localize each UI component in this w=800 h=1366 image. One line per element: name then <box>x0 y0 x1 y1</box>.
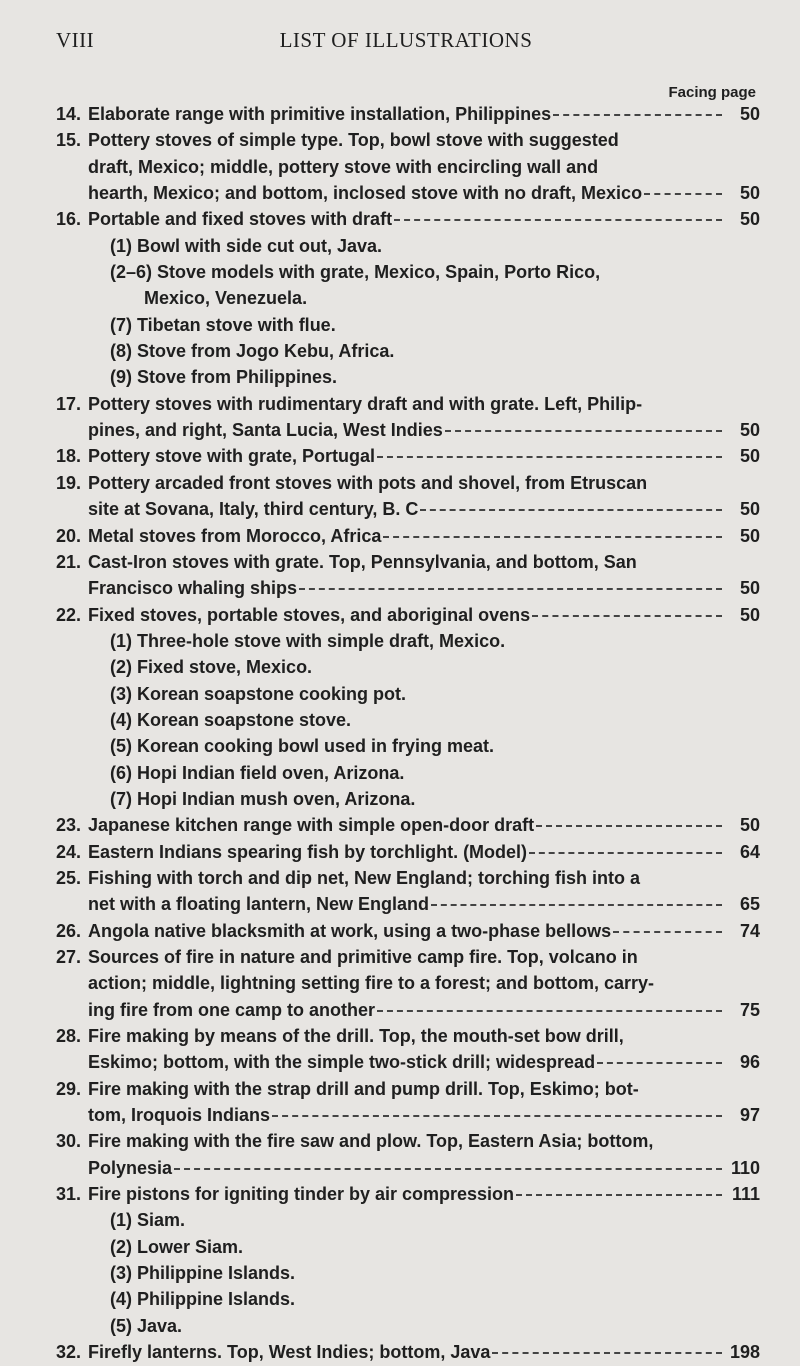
entry-text: Japanese kitchen range with simple open-door draft <box>88 815 535 836</box>
dot-leader <box>272 1114 722 1117</box>
sub-item <box>56 1207 760 1233</box>
entry-text: Pottery stove with grate, Portugal <box>88 446 376 467</box>
entry-text: Fishing with torch and dip net, New England; torching fish into a <box>88 867 640 888</box>
entry-number: 15. <box>56 130 82 151</box>
entry-line <box>56 1128 760 1154</box>
entry-text: net with a floating lantern, New England <box>88 894 430 915</box>
entry-page-number: 65 <box>739 894 760 915</box>
entry-text: pines, and right, Santa Lucia, West Indies <box>88 420 443 441</box>
dot-leader <box>529 851 722 854</box>
list-entry <box>56 206 760 390</box>
dot-leader <box>394 218 722 221</box>
list-entry <box>56 1339 760 1365</box>
sub-item-text: (4) Korean soapstone stove. <box>110 709 352 730</box>
sub-item-text: (4) Philippine Islands. <box>110 1289 296 1310</box>
sub-item <box>56 338 760 364</box>
list-entry <box>56 1076 760 1129</box>
sub-item-text: (7) Hopi Indian mush oven, Arizona. <box>110 788 416 809</box>
entry-text: Eskimo; bottom, with the simple two-stick drill; widespread <box>88 1052 596 1073</box>
entry-line <box>56 206 760 232</box>
sub-item-text: (2) Lower Siam. <box>110 1236 244 1257</box>
sub-item <box>56 760 760 786</box>
entry-text: Sources of fire in nature and primitive camp fire. Top, volcano in <box>88 947 638 967</box>
sub-item-text: (1) Siam. <box>110 1210 186 1231</box>
sub-item-text: (3) Korean soapstone cooking pot. <box>110 683 407 704</box>
entry-page-number: 198 <box>729 1342 760 1363</box>
entry-text: Metal stoves from Morocco, Africa <box>88 525 382 546</box>
entry-line <box>56 549 760 575</box>
list-entry <box>56 127 760 206</box>
entry-line <box>56 575 760 601</box>
sub-item-text: (5) Korean cooking bowl used in frying meat. <box>110 736 495 757</box>
dot-leader <box>644 192 722 195</box>
sub-item <box>56 1313 760 1339</box>
list-entry <box>56 865 760 918</box>
entry-page-number: 50 <box>739 104 760 124</box>
entry-line <box>56 1076 760 1102</box>
dot-leader <box>431 903 722 906</box>
entry-number: 17. <box>56 393 82 414</box>
entry-text: tom, Iroquois Indians <box>88 1105 271 1126</box>
list-entry <box>56 549 760 602</box>
entry-text: Polynesia <box>88 1157 173 1178</box>
entry-text: Angola native blacksmith at work, using a two-phase bellows <box>88 920 612 941</box>
entry-number: 24. <box>56 841 82 862</box>
entry-page-number: 111 <box>731 1184 760 1205</box>
dot-leader <box>613 930 722 933</box>
dot-leader <box>377 1009 722 1012</box>
entry-line <box>56 470 760 496</box>
entry-text: action; middle, lightning setting fire to a forest; and bottom, carry- <box>88 973 655 994</box>
entry-text: hearth, Mexico; and bottom, inclosed stove with no draft, Mexico <box>88 183 643 204</box>
entry-page-number: 50 <box>739 499 760 520</box>
dot-leader <box>420 508 722 511</box>
entry-number: 22. <box>56 604 82 625</box>
sub-item <box>56 312 760 338</box>
dot-leader <box>516 1193 722 1196</box>
dot-leader <box>445 429 722 432</box>
entry-number: 21. <box>56 551 82 572</box>
sub-item <box>56 259 760 285</box>
entry-text: Eastern Indians spearing fish by torchlight. (Model) <box>88 841 528 862</box>
entry-page-number: 50 <box>739 420 760 441</box>
entry-line <box>56 839 760 865</box>
sub-item <box>56 1234 760 1260</box>
dot-leader <box>492 1351 722 1354</box>
dot-leader <box>553 113 722 116</box>
entry-text: Fire making with the fire saw and plow. Top, Eastern Asia; bottom, <box>88 1131 654 1152</box>
sub-item-text: (1) Three-hole stove with simple draft, Mexico. <box>110 630 506 651</box>
list-entry <box>56 443 760 469</box>
entry-line <box>56 154 760 180</box>
entry-line <box>56 1339 760 1365</box>
entry-line <box>56 496 760 522</box>
entry-line <box>56 865 760 891</box>
sub-item-text: (1) Bowl with side cut out, Java. <box>110 235 383 256</box>
entry-text: Fire making with the strap drill and pump drill. Top, Eskimo; bot- <box>88 1078 639 1099</box>
sub-item-text: (8) Stove from Jogo Kebu, Africa. <box>110 341 395 362</box>
sub-item <box>56 733 760 759</box>
entry-text: Cast-Iron stoves with grate. Top, Pennsylvania, and bottom, San <box>88 551 637 572</box>
dot-leader <box>377 455 722 458</box>
entry-page-number: 50 <box>739 183 760 204</box>
entry-text: Elaborate range with primitive installation, Philippines <box>88 104 552 124</box>
sub-item-text: (9) Stove from Philippines. <box>110 367 338 388</box>
list-entry <box>56 602 760 813</box>
entry-line <box>56 1102 760 1128</box>
entry-text: Fixed stoves, portable stoves, and aboriginal ovens <box>88 604 531 625</box>
entry-line <box>56 1181 760 1207</box>
sub-item <box>56 707 760 733</box>
list-entry <box>56 812 760 838</box>
entry-number: 25. <box>56 867 82 888</box>
entry-line <box>56 417 760 443</box>
sub-item <box>56 364 760 390</box>
entry-page-number: 74 <box>739 920 760 941</box>
entry-number: 16. <box>56 209 82 230</box>
entry-text: Portable and fixed stoves with draft <box>88 209 393 230</box>
entry-line <box>56 1155 760 1181</box>
entry-text: Pottery stoves with rudimentary draft and with grate. Left, Philip- <box>88 393 643 414</box>
list-entry <box>56 523 760 549</box>
list-entry <box>56 101 760 127</box>
list-entry <box>56 1128 760 1181</box>
entry-line <box>56 970 760 996</box>
entry-page-number: 97 <box>739 1105 760 1126</box>
entry-number: 20. <box>56 525 82 546</box>
entry-line <box>56 180 760 206</box>
running-header <box>56 28 756 60</box>
sub-item <box>56 1286 760 1312</box>
dot-leader <box>597 1061 722 1064</box>
entry-page-number: 50 <box>739 578 760 599</box>
sub-item <box>56 681 760 707</box>
facing-page-label: Facing page <box>668 84 756 101</box>
sub-item-text: (7) Tibetan stove with flue. <box>110 314 336 335</box>
entry-number: 30. <box>56 1131 82 1152</box>
entry-page-number: 50 <box>739 446 760 467</box>
sub-item <box>56 1260 760 1286</box>
dot-leader <box>383 535 722 538</box>
entry-page-number: 50 <box>739 815 760 836</box>
entry-line <box>56 127 760 153</box>
list-entry <box>56 839 760 865</box>
dot-leader <box>536 824 722 827</box>
list-entry <box>56 1023 760 1076</box>
entry-page-number: 75 <box>739 999 760 1020</box>
entry-line <box>56 523 760 549</box>
entry-page-number: 110 <box>730 1157 760 1178</box>
list-entry <box>56 918 760 944</box>
list-entry <box>56 470 760 523</box>
entry-line <box>56 602 760 628</box>
page-title: LIST OF ILLUSTRATIONS <box>279 28 533 52</box>
sub-item-text: Mexico, Venezuela. <box>144 288 308 309</box>
entry-number: 31. <box>56 1184 82 1205</box>
illustrations-list <box>56 101 760 1366</box>
sub-item <box>56 786 760 812</box>
entry-text: draft, Mexico; middle, pottery stove with encircling wall and <box>88 156 599 177</box>
dot-leader <box>174 1167 722 1170</box>
sub-item-text: (6) Hopi Indian field oven, Arizona. <box>110 762 405 783</box>
sub-item <box>56 628 760 654</box>
list-entry <box>56 391 760 444</box>
sub-item-text: (2) Fixed stove, Mexico. <box>110 657 313 678</box>
entry-text: site at Sovana, Italy, third century, B. C <box>88 499 419 520</box>
entry-number: 19. <box>56 472 82 493</box>
dot-leader <box>299 587 722 590</box>
entry-line <box>56 944 760 970</box>
entry-line <box>56 101 760 127</box>
entry-number: 23. <box>56 815 82 836</box>
entry-line <box>56 1023 760 1049</box>
list-entry <box>56 1181 760 1339</box>
entry-line <box>56 1049 760 1075</box>
sub-item <box>56 285 760 311</box>
entry-text: Fire pistons for igniting tinder by air compression <box>88 1184 515 1205</box>
entry-page-number: 64 <box>739 841 760 862</box>
entry-number: 28. <box>56 1026 82 1047</box>
entry-number: 27. <box>56 947 82 967</box>
entry-line <box>56 443 760 469</box>
sub-item <box>56 233 760 259</box>
entry-number: 32. <box>56 1342 82 1363</box>
entry-number: 18. <box>56 446 82 467</box>
entry-line <box>56 891 760 917</box>
entry-number: 14. <box>56 104 82 124</box>
entry-text: Francisco whaling ships <box>88 578 298 599</box>
page-number: VIII <box>56 28 95 52</box>
entry-page-number: 96 <box>739 1052 760 1073</box>
entry-page-number: 50 <box>739 209 760 230</box>
entry-text: Pottery arcaded front stoves with pots and shovel, from Etruscan <box>88 472 648 493</box>
list-entry <box>56 944 760 1023</box>
entry-line <box>56 997 760 1023</box>
sub-item <box>56 654 760 680</box>
entry-page-number: 50 <box>739 604 760 625</box>
entry-line <box>56 391 760 417</box>
entry-page-number: 50 <box>739 525 760 546</box>
dot-leader <box>532 614 722 617</box>
sub-item-text: (3) Philippine Islands. <box>110 1263 296 1284</box>
entry-number: 26. <box>56 920 82 941</box>
entry-text: Firefly lanterns. Top, West Indies; bottom, Java <box>88 1342 491 1363</box>
entry-line <box>56 812 760 838</box>
entry-text: Pottery stoves of simple type. Top, bowl stove with suggested <box>88 130 619 151</box>
entry-text: ing fire from one camp to another <box>88 999 376 1020</box>
sub-item-text: (2–6) Stove models with grate, Mexico, Spain, Porto Rico, <box>110 262 601 283</box>
entry-line <box>56 918 760 944</box>
entry-text: Fire making by means of the drill. Top, the mouth-set bow drill, <box>88 1026 624 1047</box>
sub-item-text: (5) Java. <box>110 1315 183 1336</box>
entry-number: 29. <box>56 1078 82 1099</box>
